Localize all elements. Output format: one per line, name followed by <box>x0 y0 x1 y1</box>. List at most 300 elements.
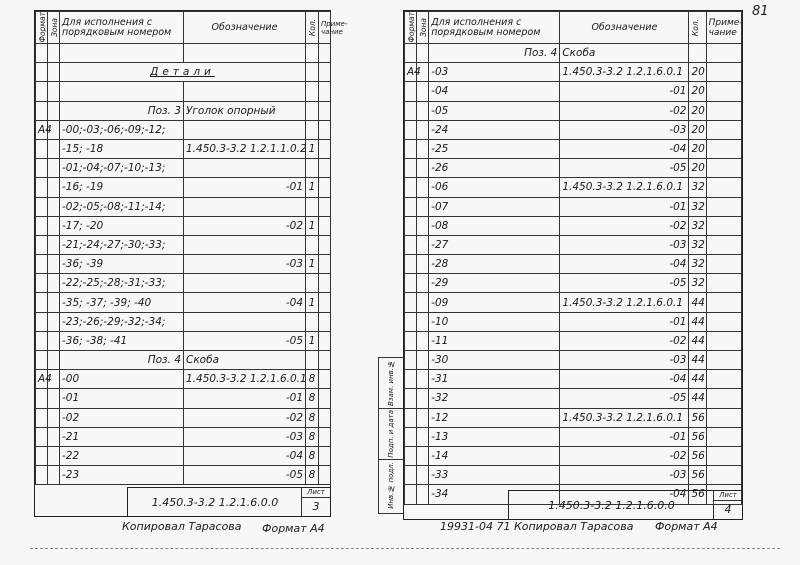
cell-note <box>706 139 741 158</box>
table-row <box>36 197 331 216</box>
cell-format <box>36 178 48 197</box>
cell-zone <box>48 389 60 408</box>
cell-designation: 1.450.3-3.2 1.2.1.6.0.1 <box>560 293 689 312</box>
cell-qty: 1 <box>306 331 319 350</box>
title-block-right <box>508 490 742 519</box>
cell-variant: -15; -18 <box>60 139 184 158</box>
cell-position: Поз. 4 <box>60 351 184 370</box>
cell-zone <box>417 446 429 465</box>
cell-qty <box>689 44 706 63</box>
cell-note <box>706 274 741 293</box>
cell-format <box>36 159 48 178</box>
cell-zone <box>48 216 60 235</box>
cell-zone <box>417 120 429 139</box>
cell-variant: -22 <box>60 446 184 465</box>
cell-format <box>405 370 417 389</box>
cell-format: А4 <box>36 120 48 139</box>
table-row <box>36 120 331 139</box>
table-row <box>36 389 331 408</box>
cell-zone <box>417 274 429 293</box>
cell-variant: -01 <box>60 389 184 408</box>
cell-variant: -27 <box>429 235 560 254</box>
cell-format <box>405 389 417 408</box>
cell-designation <box>184 197 306 216</box>
cell-note <box>706 293 741 312</box>
cell-variant: -21;-24;-27;-30;-33; <box>60 235 184 254</box>
cell-qty: 8 <box>306 427 319 446</box>
cell-format <box>405 408 417 427</box>
table-header <box>405 12 742 44</box>
cell-qty: 32 <box>689 216 706 235</box>
cell-variant: -36; -38; -41 <box>60 331 184 350</box>
table-row <box>405 446 742 465</box>
table-row <box>36 101 331 120</box>
cell-note <box>319 255 331 274</box>
cell-variant: -25 <box>429 139 560 158</box>
cell-designation: -02 <box>560 331 689 350</box>
cell-format <box>405 159 417 178</box>
cell-variant: -12 <box>429 408 560 427</box>
cell-qty: 44 <box>689 370 706 389</box>
cell-qty: 20 <box>689 82 706 101</box>
cell-qty: 56 <box>689 466 706 485</box>
section-title: Детали <box>60 63 306 82</box>
cell-format <box>36 427 48 446</box>
cell-format <box>405 101 417 120</box>
cell-note <box>319 427 331 446</box>
cell-variant: -23 <box>60 466 184 485</box>
cell-qty: 20 <box>689 120 706 139</box>
table-row <box>405 235 742 254</box>
cell-qty <box>306 44 319 63</box>
cell-qty: 32 <box>689 197 706 216</box>
cell-zone <box>417 370 429 389</box>
cell-designation: -04 <box>184 446 306 465</box>
cell-item-name: Скоба <box>560 44 689 63</box>
cell-designation: -04 <box>560 255 689 274</box>
cell-zone <box>417 389 429 408</box>
cell-note <box>319 197 331 216</box>
cell-designation: 1.450.3-3.2 1.2.1.6.0.1 <box>560 408 689 427</box>
cut-line <box>30 548 780 549</box>
table-row <box>405 197 742 216</box>
cell-format <box>405 216 417 235</box>
spec-sheet-left <box>34 10 348 517</box>
cell-designation: 1.450.3-3.2 1.2.1.6.0.1 <box>184 370 306 389</box>
cell-qty: 20 <box>689 159 706 178</box>
cell-variant: -30 <box>429 351 560 370</box>
cell-note <box>706 389 741 408</box>
cell-zone <box>48 408 60 427</box>
cell-note <box>706 351 741 370</box>
cell-note <box>706 101 741 120</box>
cell-zone <box>48 139 60 158</box>
cell-qty: 44 <box>689 389 706 408</box>
spec-table-right <box>404 11 742 505</box>
cell-designation: -02 <box>184 408 306 427</box>
table-row <box>36 63 331 82</box>
cell-note <box>319 63 331 82</box>
cell-variant: -05 <box>429 101 560 120</box>
cell-zone <box>417 408 429 427</box>
table-row <box>405 255 742 274</box>
table-row <box>405 63 742 82</box>
table-row <box>405 408 742 427</box>
cell-format <box>405 293 417 312</box>
cell-zone <box>417 235 429 254</box>
cell-note <box>706 63 741 82</box>
table-row <box>405 44 742 63</box>
title-block-sheet <box>713 491 742 519</box>
cell-format <box>36 293 48 312</box>
table-row <box>36 216 331 235</box>
cell-qty: 56 <box>689 408 706 427</box>
cell-designation: -05 <box>560 389 689 408</box>
header-variant: Для исполнения с порядковым номером <box>60 12 184 44</box>
cell-designation: -04 <box>560 139 689 158</box>
table-row <box>405 293 742 312</box>
cell-variant: -00 <box>60 370 184 389</box>
table-row <box>36 466 331 485</box>
stamp-vzam-inv: Взам. инв.№ <box>379 358 403 409</box>
cell-variant: -01;-04;-07;-10;-13; <box>60 159 184 178</box>
cell-zone <box>417 466 429 485</box>
cell-designation: -02 <box>184 216 306 235</box>
cell-variant: -31 <box>429 370 560 389</box>
cell-format <box>405 274 417 293</box>
title-block-left <box>127 487 330 516</box>
cell-designation: -03 <box>560 120 689 139</box>
cell-zone <box>48 331 60 350</box>
cell-qty: 32 <box>689 274 706 293</box>
cell-variant: -13 <box>429 427 560 446</box>
cell-zone <box>417 331 429 350</box>
table-row <box>36 312 331 331</box>
cell-designation: -05 <box>184 466 306 485</box>
cell-qty: 1 <box>306 178 319 197</box>
table-row <box>405 101 742 120</box>
sheet-number: 3 <box>312 500 320 513</box>
cell-designation: -05 <box>560 274 689 293</box>
cell-note <box>706 44 741 63</box>
table-row <box>405 139 742 158</box>
cell-note <box>706 120 741 139</box>
cell-format <box>36 82 48 101</box>
table-header <box>36 12 331 44</box>
table-row <box>405 120 742 139</box>
cell-designation <box>184 44 306 63</box>
cell-designation <box>184 235 306 254</box>
cell-zone <box>417 159 429 178</box>
cell-variant: -33 <box>429 466 560 485</box>
cell-designation: -03 <box>560 466 689 485</box>
cell-format <box>36 351 48 370</box>
sheet-label: Лист <box>302 488 330 498</box>
table-row <box>405 331 742 350</box>
cell-note <box>319 466 331 485</box>
cell-qty: 32 <box>689 235 706 254</box>
cell-qty <box>306 197 319 216</box>
title-block-designation: 1.450.3-3.2 1.2.1.6.0.0 <box>151 495 279 509</box>
cell-qty <box>306 82 319 101</box>
header-format: Формат <box>405 12 417 44</box>
cell-qty <box>306 274 319 293</box>
cell-format <box>405 197 417 216</box>
cell-designation: -03 <box>560 351 689 370</box>
cell-qty: 1 <box>306 139 319 158</box>
cell-note <box>706 370 741 389</box>
cell-qty <box>306 312 319 331</box>
cell-variant: -08 <box>429 216 560 235</box>
header-note: Приме-чание <box>319 12 331 44</box>
table-row <box>36 44 331 63</box>
cell-note <box>706 235 741 254</box>
cell-position: Поз. 3 <box>60 101 184 120</box>
cell-designation: -03 <box>184 255 306 274</box>
table-row <box>405 370 742 389</box>
cell-format: А4 <box>405 63 417 82</box>
cell-format <box>405 485 417 504</box>
cell-variant: -34 <box>429 485 560 504</box>
cell-designation: -05 <box>184 331 306 350</box>
cell-qty <box>306 159 319 178</box>
cell-format <box>36 274 48 293</box>
cell-zone <box>417 44 429 63</box>
cell-note <box>319 351 331 370</box>
cell-zone <box>48 44 60 63</box>
cell-designation: -04 <box>184 293 306 312</box>
header-note: Приме-чание <box>706 12 741 44</box>
cell-format <box>36 312 48 331</box>
cell-qty: 56 <box>689 446 706 465</box>
cell-designation <box>184 274 306 293</box>
copied-by-right: 19931-04 71 Копировал Тарасова <box>440 520 634 533</box>
cell-note <box>319 235 331 254</box>
sheet-number: 4 <box>724 503 732 516</box>
cell-variant: -06 <box>429 178 560 197</box>
cell-note <box>319 293 331 312</box>
cell-zone <box>48 255 60 274</box>
cell-item-name: Уголок опорный <box>184 101 306 120</box>
cell-note <box>319 44 331 63</box>
header-designation: Обозначение <box>560 12 689 44</box>
cell-designation: -02 <box>560 101 689 120</box>
table-row <box>36 139 331 158</box>
cell-qty <box>306 235 319 254</box>
format-left: Формат А4 <box>262 522 325 535</box>
cell-zone <box>417 485 429 504</box>
table-row <box>36 274 331 293</box>
cell-variant: -04 <box>429 82 560 101</box>
title-block-sheet <box>301 488 330 516</box>
cell-zone <box>48 466 60 485</box>
cell-note <box>319 82 331 101</box>
cell-designation: -01 <box>184 389 306 408</box>
cell-designation: -01 <box>560 427 689 446</box>
table-row <box>36 427 331 446</box>
table-row <box>405 427 742 446</box>
table-row <box>405 159 742 178</box>
table-row <box>36 370 331 389</box>
cell-format <box>405 139 417 158</box>
cell-format <box>36 216 48 235</box>
cell-qty: 8 <box>306 408 319 427</box>
cell-qty <box>306 351 319 370</box>
cell-zone <box>48 235 60 254</box>
header-qty: Кол. <box>306 12 319 44</box>
approval-stamp <box>378 357 404 514</box>
cell-designation: -03 <box>184 427 306 446</box>
cell-note <box>319 370 331 389</box>
cell-zone <box>48 101 60 120</box>
cell-format <box>36 101 48 120</box>
cell-designation: -01 <box>184 178 306 197</box>
table-row <box>405 351 742 370</box>
cell-variant: -35; -37; -39; -40 <box>60 293 184 312</box>
cell-note <box>706 178 741 197</box>
cell-designation <box>184 159 306 178</box>
cell-format <box>36 63 48 82</box>
cell-zone <box>417 351 429 370</box>
cell-variant: -02;-05;-08;-11;-14; <box>60 197 184 216</box>
cell-note <box>319 312 331 331</box>
page-number: 81 <box>752 4 769 19</box>
cell-variant: -00;-03;-06;-09;-12; <box>60 120 184 139</box>
cell-format <box>405 178 417 197</box>
cell-format <box>36 331 48 350</box>
cell-designation <box>184 82 306 101</box>
cell-variant: -16; -19 <box>60 178 184 197</box>
cell-zone <box>417 178 429 197</box>
cell-format <box>405 331 417 350</box>
cell-note <box>706 312 741 331</box>
cell-format <box>405 255 417 274</box>
cell-zone <box>48 427 60 446</box>
cell-qty: 8 <box>306 466 319 485</box>
cell-designation <box>184 312 306 331</box>
cell-zone <box>417 216 429 235</box>
cell-variant <box>60 44 184 63</box>
cell-note <box>706 255 741 274</box>
cell-variant: -02 <box>60 408 184 427</box>
cell-qty: 1 <box>306 255 319 274</box>
cell-variant: -36; -39 <box>60 255 184 274</box>
header-variant: Для исполнения с порядковым номером <box>429 12 560 44</box>
cell-designation: -02 <box>560 446 689 465</box>
stamp-podp-data: Подп. и дата <box>379 409 403 460</box>
cell-designation: -05 <box>560 159 689 178</box>
cell-note <box>706 216 741 235</box>
header-designation: Обозначение <box>184 12 306 44</box>
cell-designation: -04 <box>560 485 689 504</box>
cell-note <box>319 178 331 197</box>
cell-format <box>36 139 48 158</box>
cell-variant: -21 <box>60 427 184 446</box>
cell-designation <box>184 120 306 139</box>
cell-note <box>319 408 331 427</box>
cell-note <box>706 197 741 216</box>
cell-designation: 1.450.3-3.2 1.2.1.1.0.2 <box>184 139 306 158</box>
cell-format <box>405 351 417 370</box>
cell-note <box>319 159 331 178</box>
cell-variant: -09 <box>429 293 560 312</box>
cell-variant: -11 <box>429 331 560 350</box>
cell-qty: 8 <box>306 370 319 389</box>
cell-qty: 56 <box>689 485 706 504</box>
table-row <box>36 82 331 101</box>
sheet-label: Лист <box>714 491 742 501</box>
cell-qty: 44 <box>689 312 706 331</box>
table-row <box>405 216 742 235</box>
cell-variant: -10 <box>429 312 560 331</box>
cell-variant: -29 <box>429 274 560 293</box>
cell-designation: -01 <box>560 197 689 216</box>
cell-zone <box>417 255 429 274</box>
table-row <box>36 235 331 254</box>
cell-zone <box>417 82 429 101</box>
cell-note <box>706 82 741 101</box>
cell-variant: -26 <box>429 159 560 178</box>
table-row <box>405 274 742 293</box>
cell-zone <box>417 139 429 158</box>
cell-qty: 20 <box>689 139 706 158</box>
cell-qty: 1 <box>306 293 319 312</box>
cell-note <box>319 139 331 158</box>
header-zone: Зона <box>48 12 60 44</box>
cell-zone <box>417 427 429 446</box>
cell-zone <box>48 293 60 312</box>
cell-qty <box>306 120 319 139</box>
cell-zone <box>48 197 60 216</box>
cell-variant: -28 <box>429 255 560 274</box>
cell-note <box>706 446 741 465</box>
table-row <box>405 466 742 485</box>
copied-by-left: Копировал Тарасова <box>122 520 242 533</box>
table-row <box>405 82 742 101</box>
cell-zone <box>48 312 60 331</box>
cell-variant: -17; -20 <box>60 216 184 235</box>
cell-note <box>319 389 331 408</box>
cell-format <box>405 235 417 254</box>
cell-variant: -22;-25;-28;-31;-33; <box>60 274 184 293</box>
cell-zone <box>48 159 60 178</box>
cell-designation: -01 <box>560 82 689 101</box>
cell-zone <box>48 82 60 101</box>
table-row <box>36 408 331 427</box>
cell-qty: 20 <box>689 101 706 120</box>
table-row <box>405 312 742 331</box>
cell-format <box>36 44 48 63</box>
cell-qty: 1 <box>306 216 319 235</box>
format-right: Формат А4 <box>655 520 718 533</box>
cell-note <box>319 101 331 120</box>
table-row <box>36 331 331 350</box>
table-row <box>36 178 331 197</box>
cell-qty: 44 <box>689 331 706 350</box>
cell-qty <box>306 101 319 120</box>
table-row <box>36 293 331 312</box>
table-row <box>405 178 742 197</box>
cell-designation: -02 <box>560 216 689 235</box>
header-zone: Зона <box>417 12 429 44</box>
cell-note <box>706 427 741 446</box>
cell-qty: 20 <box>689 63 706 82</box>
cell-qty: 56 <box>689 427 706 446</box>
cell-zone <box>417 312 429 331</box>
cell-position: Поз. 4 <box>429 44 560 63</box>
cell-variant: -32 <box>429 389 560 408</box>
cell-zone <box>48 274 60 293</box>
